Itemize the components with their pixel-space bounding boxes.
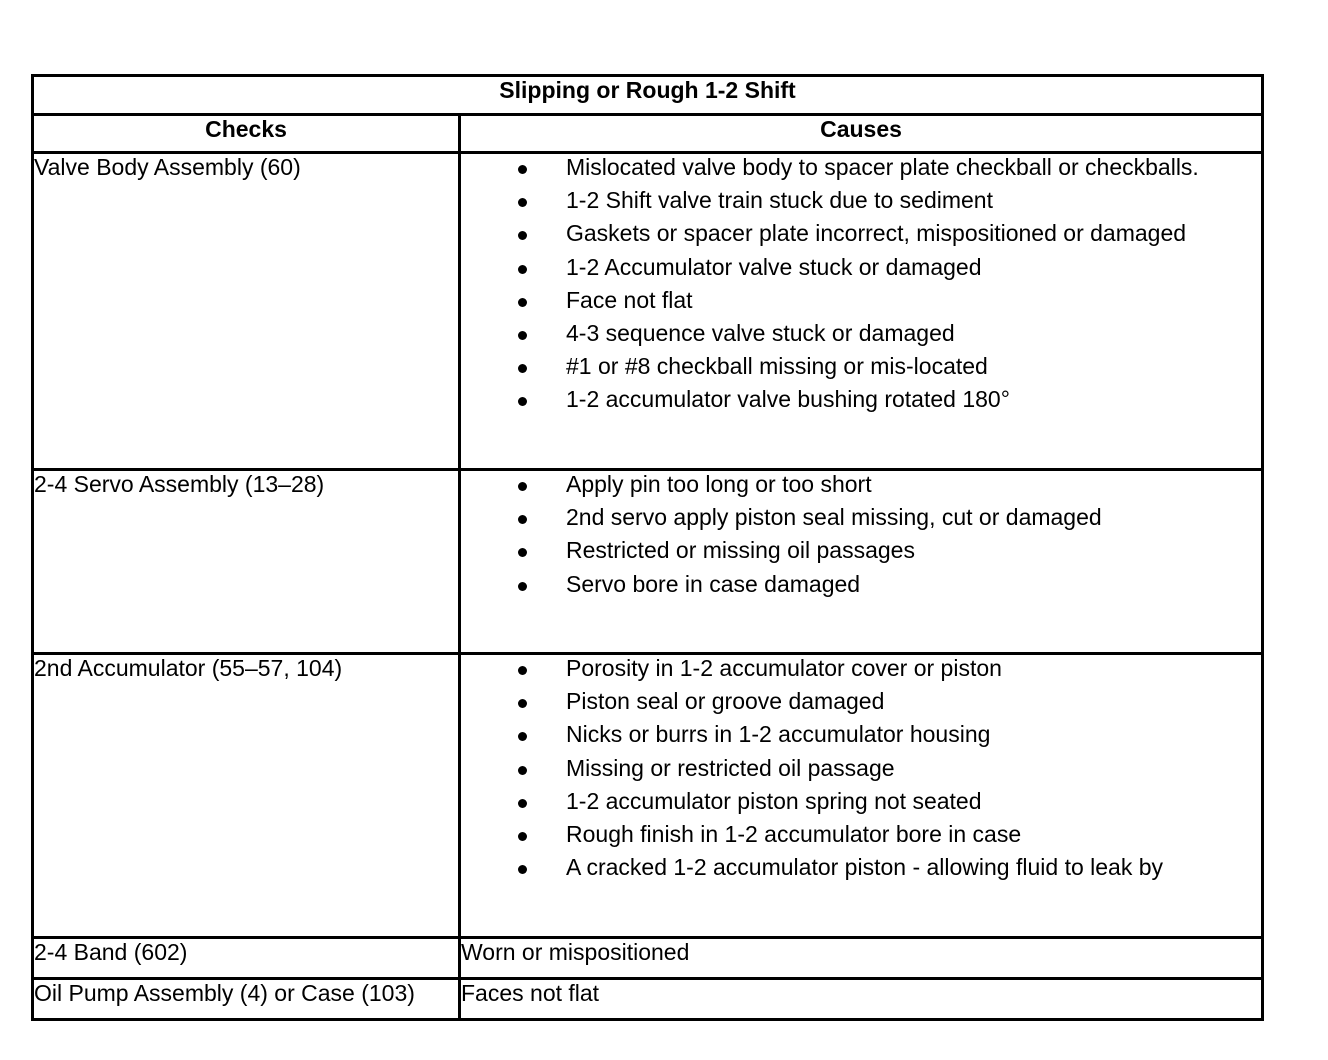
cause-item [461,254,1261,287]
cause-item [461,537,1261,570]
bullet-icon [518,799,527,808]
table-header-row [33,115,1263,153]
check-cell: 2-4 Band (602) [33,938,460,979]
cause-item [461,154,1261,187]
cause-item [461,471,1261,504]
cause-text: 1-2 Shift valve train stuck due to sediment [566,187,993,214]
cause-item [461,688,1261,721]
cause-item [461,655,1261,688]
bullet-icon [518,666,527,675]
causes-list [461,471,1261,604]
causes-cell [460,654,1263,938]
cause-text: 1-2 accumulator valve bushing rotated 180° [566,386,1010,413]
cause-text: A cracked 1-2 accumulator piston - allowing fluid to leak by [566,854,1164,881]
cause-item [461,504,1261,537]
cause-text: 4-3 sequence valve stuck or damaged [566,319,955,346]
table-row [33,654,1263,938]
cause-text: Apply pin too long or too short [566,471,872,497]
cause-item [461,755,1261,788]
bullet-icon [518,732,527,741]
cause-text: Porosity in 1-2 accumulator cover or piston [566,655,1002,681]
cause-text: Servo bore in case damaged [566,570,861,597]
table-row [33,470,1263,654]
bullet-icon [518,865,527,874]
check-cell: 2-4 Servo Assembly (13–28) [33,470,460,654]
checks-header: Checks [33,115,460,153]
cause-cell: Worn or mispositioned [460,938,1263,979]
cause-item [461,287,1261,320]
cause-text: Mislocated valve body to spacer plate checkball or checkballs. [566,154,1199,180]
cause-text: 2nd servo apply piston seal missing, cut or damaged [566,504,1102,531]
causes-cell [460,470,1263,654]
bullet-icon [518,397,527,406]
bullet-icon [518,198,527,207]
cause-text: Gaskets or spacer plate incorrect, mispositioned or damaged [566,220,1187,247]
cause-text: 1-2 accumulator piston spring not seated [566,787,982,814]
cause-text: Piston seal or groove damaged [566,688,885,715]
check-cell: 2nd Accumulator (55–57, 104) [33,654,460,938]
check-cell: Valve Body Assembly (60) [33,153,460,470]
bullet-icon [518,766,527,775]
bullet-icon [518,298,527,307]
bullet-icon [518,699,527,708]
cause-item [461,571,1261,604]
bullet-icon [518,515,527,524]
causes-cell [460,153,1263,470]
bullet-icon [518,331,527,340]
bullet-icon [518,165,527,174]
cause-text: Restricted or missing oil passages [566,537,915,564]
check-cell: Oil Pump Assembly (4) or Case (103) [33,979,460,1020]
cause-item [461,788,1261,821]
diagnosis-table [31,74,1264,1021]
cause-item [461,854,1261,887]
bullet-icon [518,832,527,841]
cause-text: 1-2 Accumulator valve stuck or damaged [566,253,982,280]
cause-item [461,320,1261,353]
cause-text: Face not flat [566,286,693,313]
cause-text: Nicks or burrs in 1-2 accumulator housing [566,721,991,748]
bullet-icon [518,482,527,491]
table-row [33,153,1263,470]
bullet-icon [518,582,527,591]
cause-text: #1 or #8 checkball missing or mis-located [566,353,988,380]
cause-text: Rough finish in 1-2 accumulator bore in case [566,820,1022,847]
bullet-icon [518,548,527,557]
table-title-row [33,76,1263,115]
cause-item [461,187,1261,220]
table-row [33,979,1263,1020]
causes-list [461,154,1261,420]
bullet-icon [518,265,527,274]
table-title: Slipping or Rough 1-2 Shift [33,76,1263,115]
cause-text: Missing or restricted oil passage [566,754,895,781]
table-row [33,938,1263,979]
bullet-icon [518,231,527,240]
causes-list [461,655,1261,887]
cause-item [461,821,1261,854]
cause-item [461,353,1261,386]
causes-header: Causes [460,115,1263,153]
cause-item [461,386,1261,419]
cause-item [461,220,1261,253]
cause-cell: Faces not flat [460,979,1263,1020]
cause-item [461,721,1261,754]
bullet-icon [518,364,527,373]
